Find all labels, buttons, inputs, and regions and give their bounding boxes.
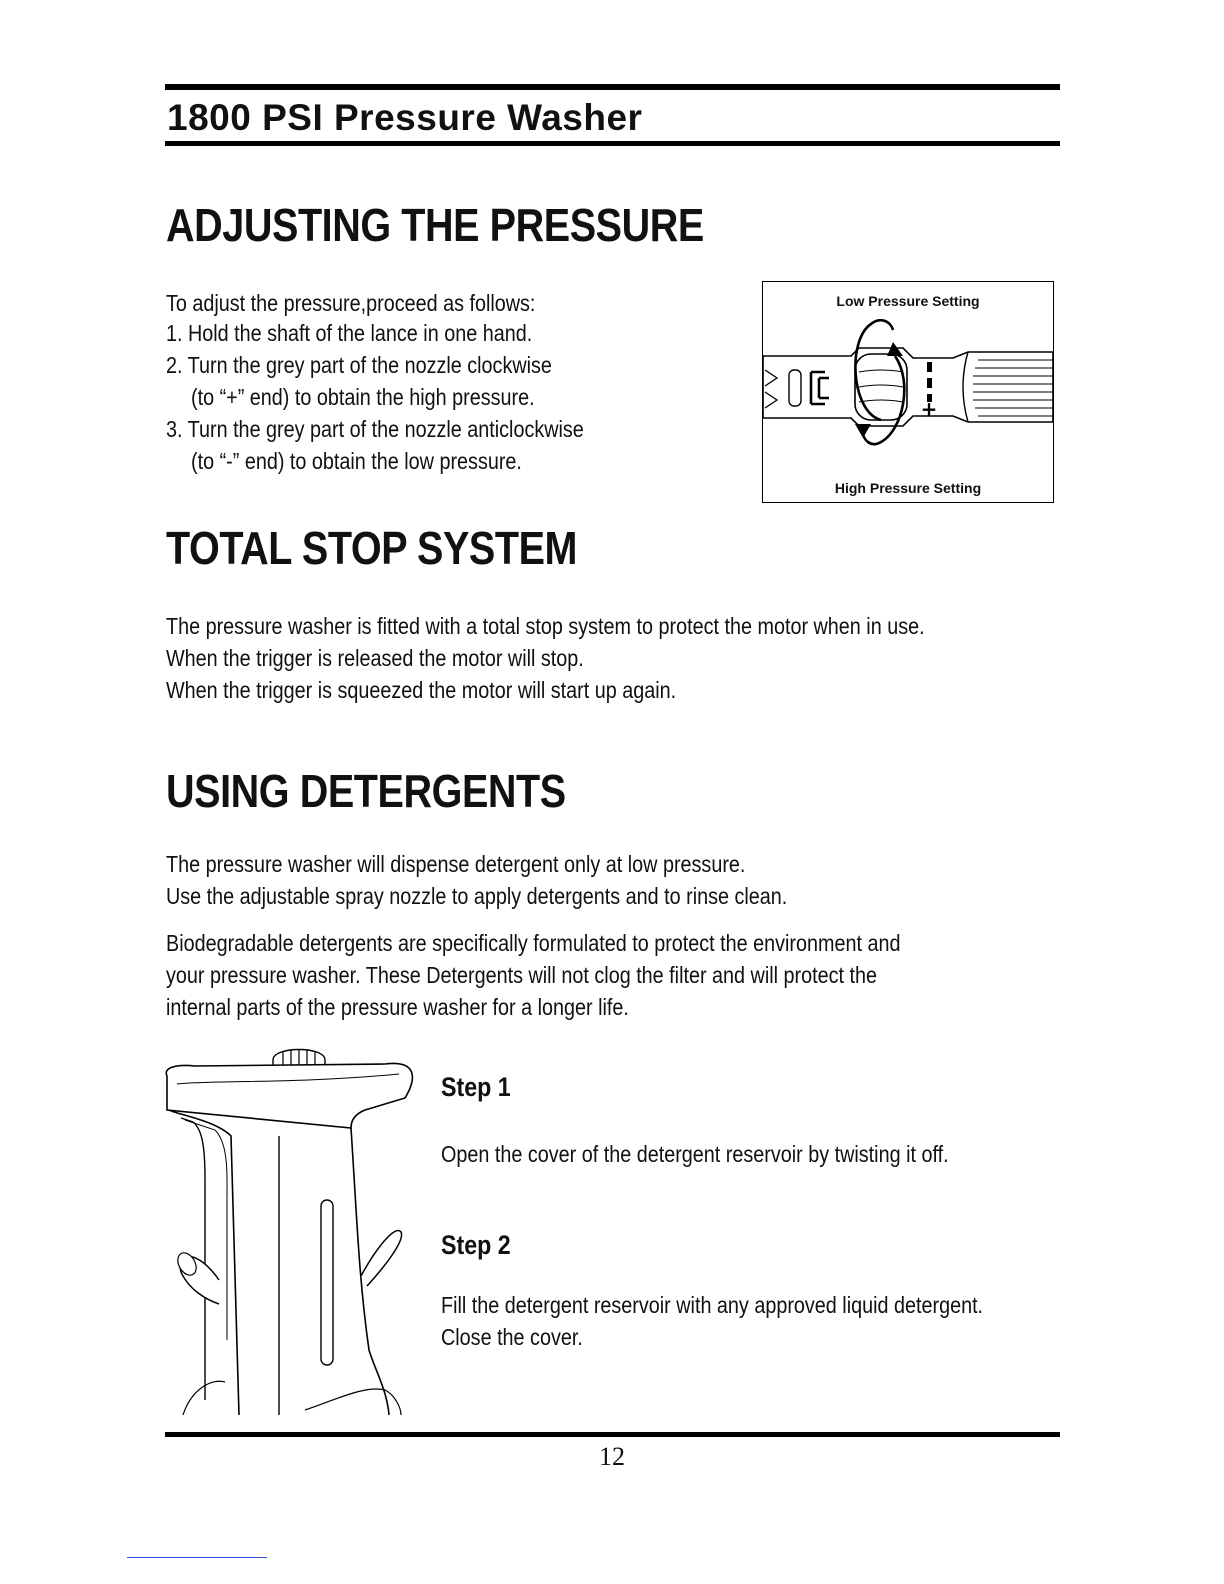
plus-symbol: + [920, 397, 938, 421]
step-1-text: Open the cover of the detergent reservoir by twisting it off. [441, 1141, 949, 1167]
detergent-paragraph-line: The pressure washer will dispense detergent only at low pressure. [166, 851, 746, 877]
adjust-step-2-line: 2. Turn the grey part of the nozzle clockwise [166, 352, 552, 378]
low-pressure-label: Low Pressure Setting [836, 293, 980, 309]
adjust-step-3-line: 3. Turn the grey part of the nozzle anticlockwise [166, 416, 584, 442]
document-title: 1800 PSI Pressure Washer [167, 97, 643, 138]
nozzle-illustration [763, 312, 1053, 472]
step-1-title: Step 1 [441, 1072, 511, 1102]
step-2-text: Close the cover. [441, 1324, 583, 1350]
footer-link-underline [127, 1557, 267, 1558]
page-number: 12 [599, 1442, 625, 1471]
total-stop-line: When the trigger is squeezed the motor will start up again. [166, 677, 677, 703]
adjust-step-3-continuation: (to “-” end) to obtain the low pressure. [191, 448, 522, 474]
section-heading-adjusting-pressure: ADJUSTING THE PRESSURE [166, 199, 704, 251]
total-stop-line: When the trigger is released the motor will stop. [166, 645, 584, 671]
detergent-paragraph-line: internal parts of the pressure washer for a longer life. [166, 994, 629, 1020]
detergent-paragraph-line: Biodegradable detergents are specifically formulated to protect the environment and [166, 930, 901, 956]
high-pressure-label: High Pressure Setting [834, 480, 982, 496]
pressure-nozzle-figure [762, 281, 1054, 503]
adjust-step-1-line: 1. Hold the shaft of the lance in one hand. [166, 320, 533, 346]
step-2-title: Step 2 [441, 1230, 511, 1260]
detergent-paragraph-line: Use the adjustable spray nozzle to apply detergents and to rinse clean. [166, 883, 788, 909]
section-heading-total-stop: TOTAL STOP SYSTEM [166, 522, 578, 574]
adjust-step-2-continuation: (to “+” end) to obtain the high pressure. [191, 384, 535, 410]
footer-rule [165, 1432, 1060, 1437]
total-stop-line: The pressure washer is fitted with a total stop system to protect the motor when in use. [166, 613, 925, 639]
header-rule-bottom [165, 141, 1060, 146]
section-heading-using-detergents: USING DETERGENTS [166, 765, 566, 817]
header-rule-top [165, 84, 1060, 90]
detergent-paragraph-line: your pressure washer. These Detergents will not clog the filter and will protect the [166, 962, 877, 988]
detergent-reservoir-illustration [155, 1040, 420, 1415]
step-2-text: Fill the detergent reservoir with any approved liquid detergent. [441, 1292, 984, 1318]
adjust-intro-line: To adjust the pressure,proceed as follows: [166, 290, 536, 316]
